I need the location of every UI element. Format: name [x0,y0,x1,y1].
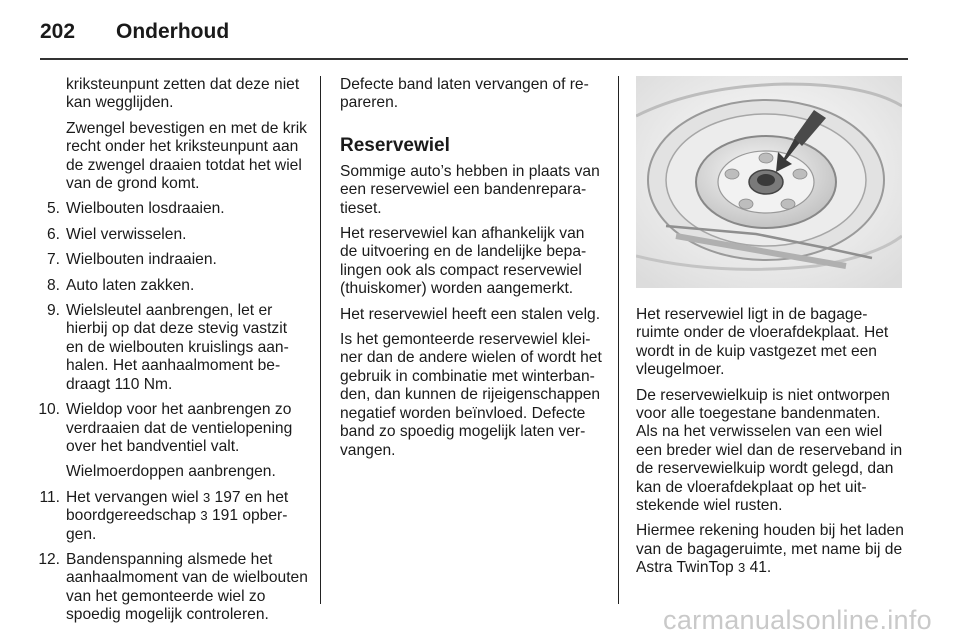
spare-wheel-illustration [636,76,902,288]
list-item [30,200,308,218]
paragraph: Het reservewiel ligt in de bagageruimte onder de vloerafdekplaat. Het wordt in de kuip vastgezet met een vleugelmoer. [636,306,889,379]
column-right [636,306,904,585]
page-number: 202 [40,20,76,43]
list-item [30,302,308,394]
step-number: 8. [46,276,60,294]
step-text-part: Het vervangen wiel [66,488,203,506]
paragraph: Wielmoerdoppen aanbrengen. [66,463,276,481]
paragraph: kriksteunpunt zetten dat deze niet kan wegglijden. [66,76,300,112]
page-reference-icon: 3 [200,508,208,524]
step-text [66,489,288,543]
list-item [30,401,308,456]
step-text: Auto laten zakken. [66,276,195,294]
paragraph: Defecte band laten vervangen of repareren. [340,76,589,112]
column-middle [340,76,604,467]
step-text: Wielbouten losdraaien. [66,200,225,218]
paragraph: Zwengel bevestigen en met de krik recht onder het kriksteunpunt aan de zwengel draaien totdat het wiel van de grond komt. [66,119,307,193]
column-divider [618,76,619,604]
paragraph: Is het gemonteerde reservewiel kleiner dan de andere wielen of wordt het gebruik in combinatie met winterbanden, dan kunnen de rijeigenschappen negatief worden beïnvloed. Defecte band zo spoedig mogelijk laten vervangen. [340,331,602,459]
paragraph-text: Hiermee rekening houden bij het laden van de bagageruimte, met name bij de Astra TwinTop [636,522,904,577]
page-reference-number: 41. [749,559,772,577]
column-left [30,76,308,632]
paragraph [636,522,904,577]
step-number: 6. [46,225,60,243]
step-number: 12. [38,550,60,568]
step-number: 9. [46,302,60,320]
step-text: Wieldop voor het aanbrengen zo verdraaien dat de ventielopening over het bandventiel valt. [66,401,293,455]
paragraph: De reservewielkuip is niet ontworpen voor alle toegestane bandenmaten. Als na het verwisselen van een wiel een breder wiel dan de reserveband in de reservewielkuip wordt gelegd, dan kan de vloerafdekplaat op het uitstekende wiel rusten. [636,386,903,515]
step-number: 10. [38,401,60,419]
spare-wheel-drawing [636,76,902,288]
step-number: 7. [46,251,60,269]
paragraph: Sommige auto’s hebben in plaats van een reservewiel een bandenreparatieset. [340,162,600,217]
list-item [30,489,308,544]
page-reference-icon: 3 [737,560,746,576]
step-text: Wielsleutel aanbrengen, let er hierbij op dat deze stevig vastzit en de wielbouten kruislings aanhalen. Het aanhaalmoment bedraagt 110 Nm. [66,302,289,393]
step-text: Wiel verwisselen. [66,225,187,243]
list-item [30,551,308,625]
section-heading: Reservewiel [340,134,450,156]
list-item [30,277,308,295]
list-item [30,251,308,269]
step-number: 5. [46,200,60,218]
step-text-part: 197 en het boordgereedschap [66,488,289,525]
column-divider [320,76,321,604]
page-reference-icon: 3 [202,489,211,505]
page-title: Onderhoud [116,20,230,43]
watermark: carmanualsonline.info [663,605,932,635]
step-number: 11. [39,488,60,506]
header-rule [40,58,908,60]
list-item [30,226,308,244]
paragraph: Het reservewiel heeft een stalen velg. [340,305,601,323]
paragraph: Het reservewiel kan afhankelijk van de uitvoering en de landelijke bepalingen ook als compact reservewiel (thuiskomer) worden aangemerkt. [340,225,587,298]
step-text: Bandenspanning alsmede het aanhaalmoment van de wielbouten van het gemonteerde wiel zo spoedig mogelijk controleren. [66,550,308,624]
step-text: Wielbouten indraaien. [66,251,217,269]
step-text-part: 191 opbergen. [66,507,288,543]
